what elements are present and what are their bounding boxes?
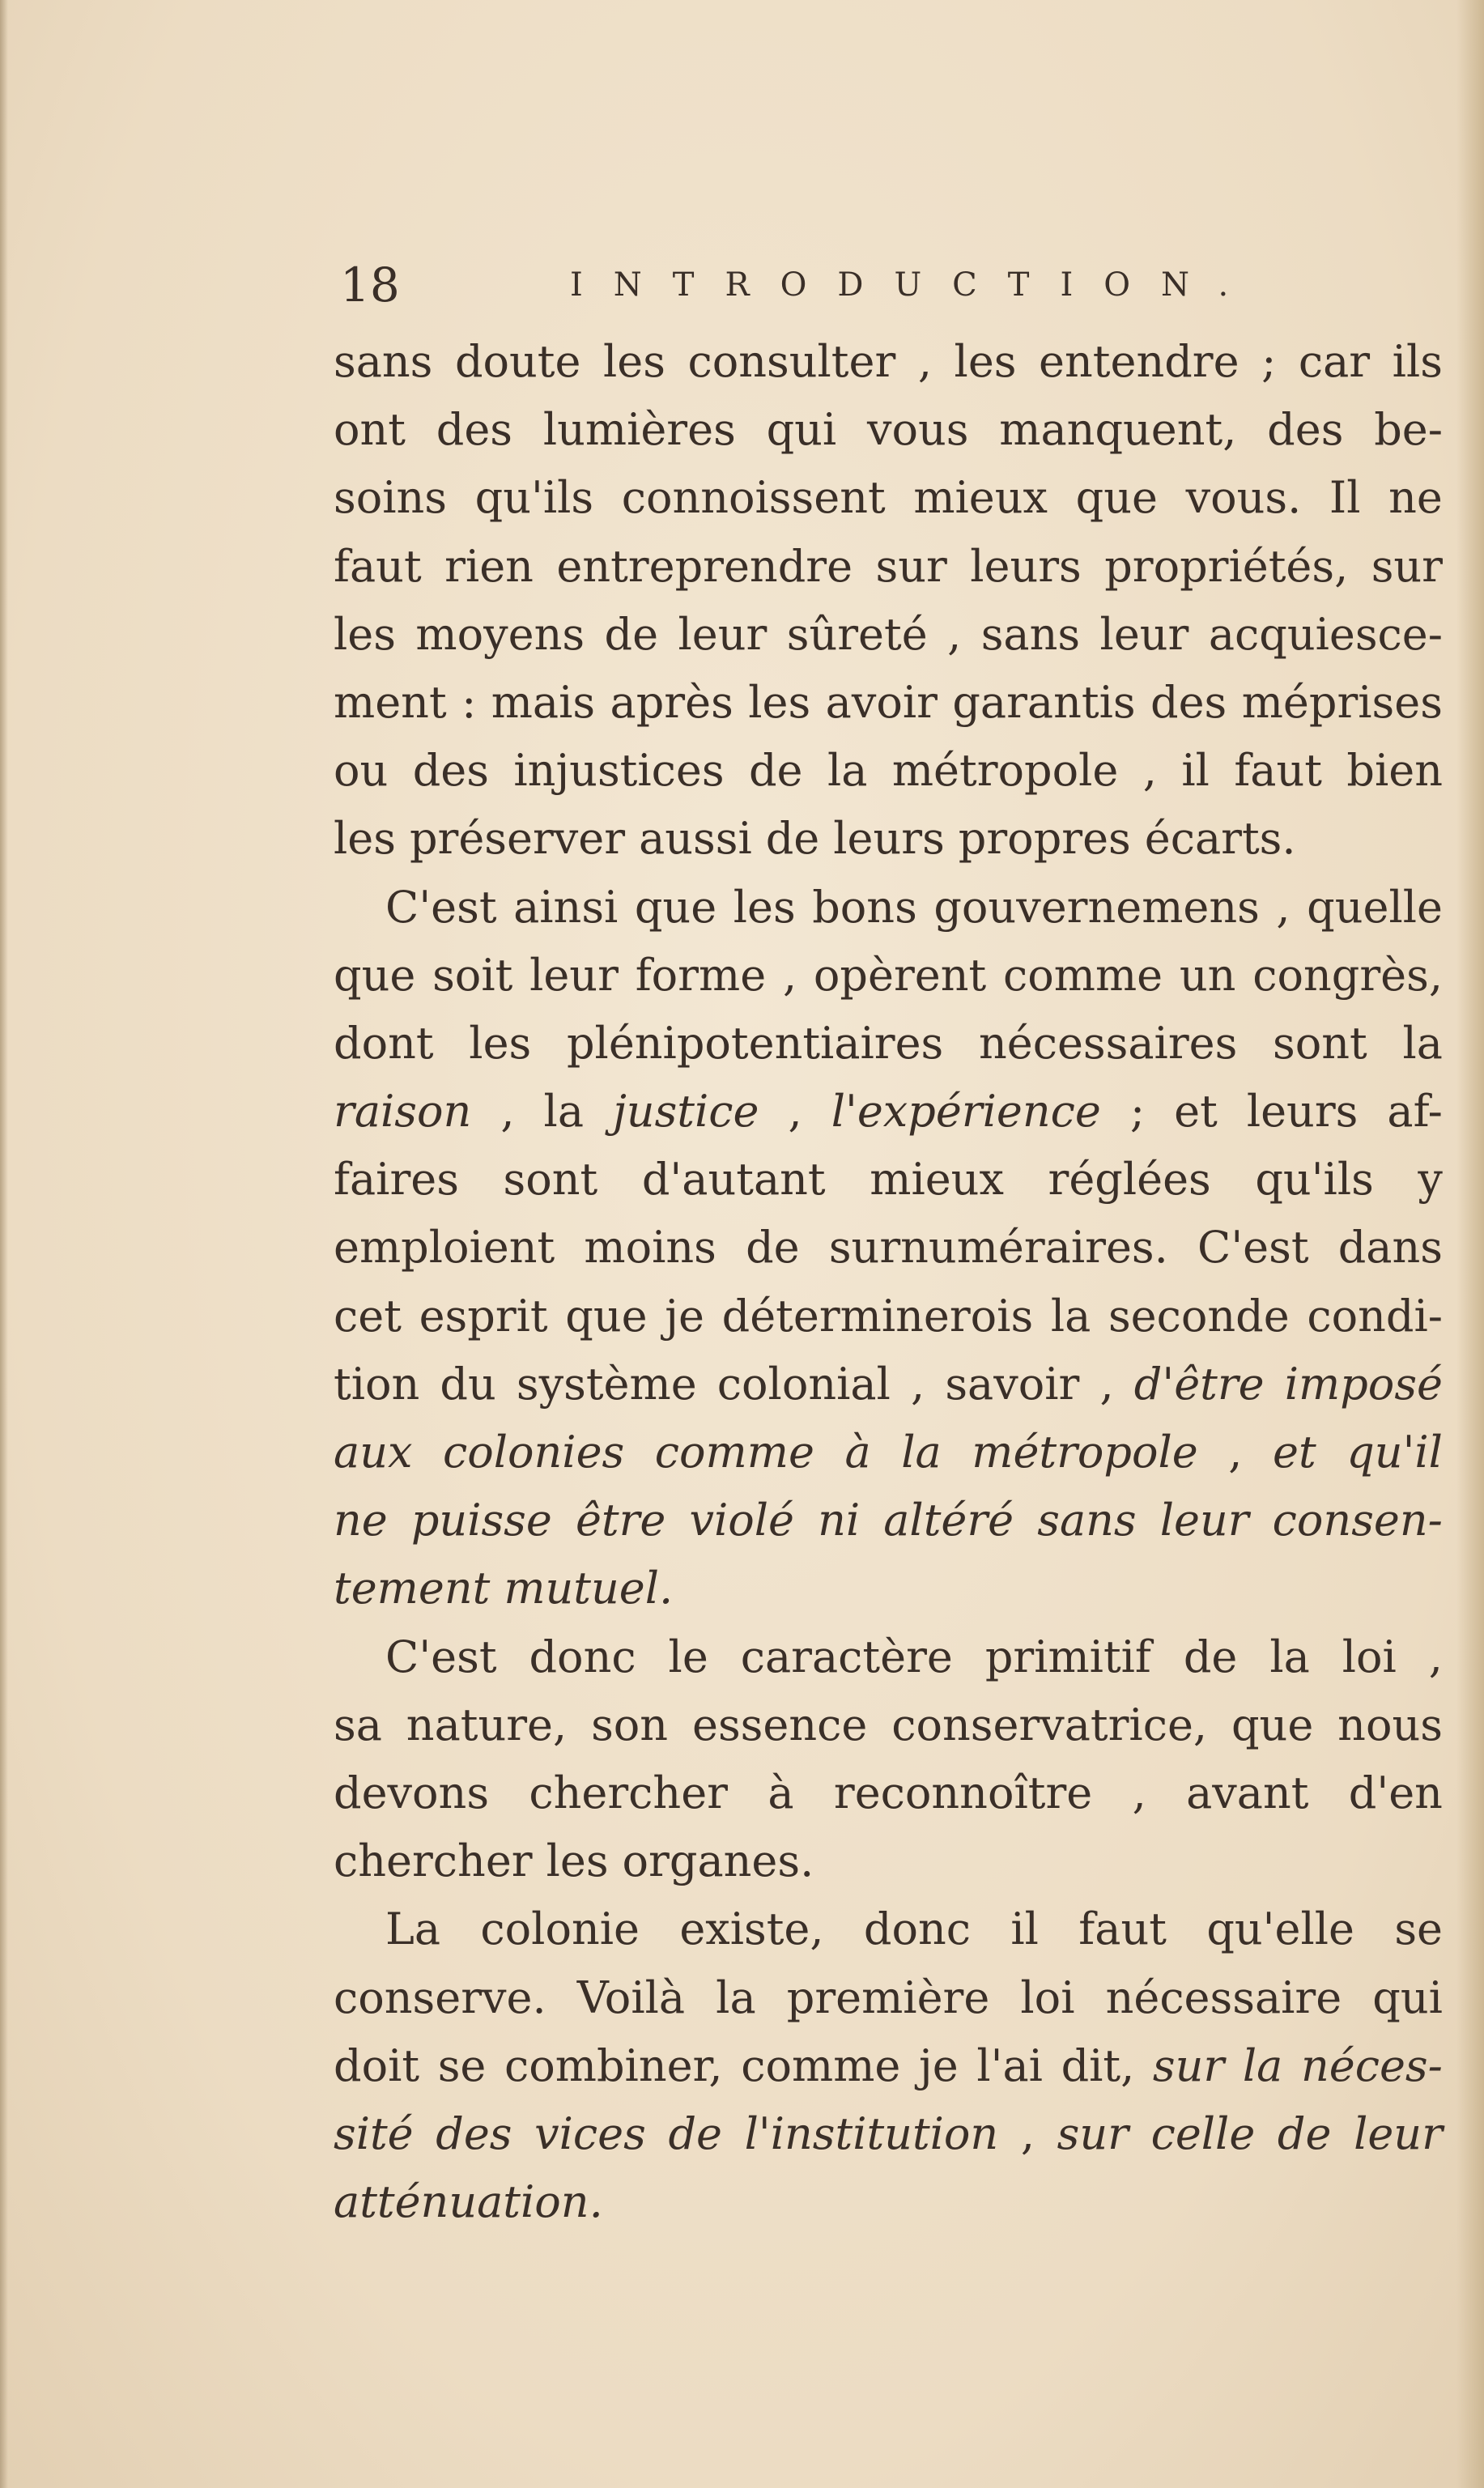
- word: ni: [818, 1495, 861, 1546]
- word: sans: [980, 608, 1081, 660]
- word: ,: [1020, 2107, 1035, 2159]
- word: comme: [741, 2039, 901, 2091]
- word: et: [1273, 1427, 1316, 1478]
- word: aussi: [639, 813, 752, 865]
- word: des: [436, 2107, 512, 2159]
- text-line: [334, 1146, 1443, 1214]
- word: de: [1183, 1631, 1238, 1682]
- word: sur: [1371, 540, 1443, 592]
- word: les: [334, 813, 396, 865]
- text-line: [334, 874, 1443, 942]
- word: méprises: [1241, 676, 1443, 728]
- word: ,: [1099, 1358, 1114, 1410]
- word: violé: [689, 1495, 794, 1546]
- word: condi-: [1307, 1290, 1443, 1342]
- word: seconde: [1108, 1290, 1290, 1342]
- text-line: [334, 1010, 1443, 1078]
- word: des: [436, 404, 513, 456]
- word: mais: [491, 676, 596, 728]
- word: faut: [1234, 745, 1322, 797]
- word: système: [516, 1358, 697, 1410]
- word: ,: [1142, 745, 1157, 797]
- word: lumières: [542, 404, 736, 456]
- word: atténuation.: [334, 2176, 603, 2228]
- word: sont: [1273, 1017, 1367, 1069]
- word: leur: [1159, 1495, 1249, 1546]
- word: quelle: [1307, 881, 1443, 933]
- word: acquiesce-: [1208, 608, 1443, 660]
- word: congrès,: [1252, 949, 1443, 1001]
- word: je: [919, 2039, 959, 2091]
- word: primitif: [984, 1631, 1151, 1682]
- word: comme: [1002, 949, 1163, 1001]
- word: que: [334, 949, 416, 1001]
- word: qu'elle: [1206, 1903, 1354, 1955]
- text-line: [334, 1964, 1443, 2032]
- text-line: [334, 2032, 1443, 2100]
- word: préserver: [409, 813, 626, 865]
- word: qu'il: [1346, 1427, 1443, 1478]
- word: sité: [334, 2107, 414, 2159]
- word: car: [1298, 336, 1371, 387]
- word: doute: [454, 336, 581, 387]
- word: vous: [866, 404, 969, 456]
- word: ont: [334, 404, 406, 456]
- word: leur: [1099, 608, 1189, 660]
- word: chercher: [529, 1767, 728, 1818]
- word: être: [575, 1495, 666, 1546]
- word: aux: [334, 1427, 413, 1478]
- word: après: [610, 676, 733, 728]
- word: leurs: [970, 540, 1082, 592]
- word: faires: [334, 1154, 459, 1206]
- word: première: [786, 1971, 990, 2023]
- word: esprit: [419, 1290, 548, 1342]
- word: du: [440, 1358, 496, 1410]
- word: ,: [500, 1086, 515, 1138]
- word: propres: [958, 813, 1131, 865]
- word: la: [1050, 1290, 1091, 1342]
- text-line: [334, 396, 1443, 464]
- text-line: [334, 1623, 1443, 1691]
- word: leurs: [833, 813, 945, 865]
- page-left-shadow: [0, 0, 8, 2488]
- word: rien: [444, 540, 534, 592]
- word: des: [1150, 676, 1227, 728]
- running-head: INTRODUCTION.: [570, 266, 1260, 304]
- word: déterminerois: [721, 1290, 1034, 1342]
- body-text: [334, 328, 1443, 2236]
- text-line: [334, 1554, 1443, 1623]
- word: C'est: [385, 881, 497, 933]
- word: altéré: [883, 1495, 1014, 1546]
- word: entendre: [1039, 336, 1240, 387]
- word: conserve.: [334, 1971, 546, 2023]
- word: nature,: [406, 1699, 568, 1750]
- word: ,: [788, 1086, 802, 1138]
- text-line: [334, 1078, 1443, 1146]
- word: les: [469, 1017, 532, 1069]
- word: dans: [1337, 1222, 1443, 1274]
- word: de: [746, 1222, 800, 1274]
- word: celle: [1150, 2107, 1256, 2159]
- word: loi: [1342, 1631, 1397, 1682]
- word: sans: [334, 336, 433, 387]
- text-line: [334, 1418, 1443, 1486]
- word: cet: [334, 1290, 402, 1342]
- word: la: [901, 1427, 942, 1478]
- word: moins: [584, 1222, 716, 1274]
- word: la: [1402, 1017, 1443, 1069]
- word: opèrent: [813, 949, 987, 1001]
- word: la: [1269, 1631, 1310, 1682]
- word: essence: [691, 1699, 868, 1750]
- word: colonies: [442, 1427, 625, 1478]
- word: d'autant: [641, 1154, 826, 1206]
- word: injustices: [513, 745, 725, 797]
- word: des: [412, 745, 489, 797]
- word: colonial: [716, 1358, 891, 1410]
- word: ment: [334, 676, 447, 728]
- word: de: [748, 745, 803, 797]
- word: savoir: [945, 1358, 1080, 1410]
- word: leurs: [1246, 1086, 1359, 1138]
- word: d'en: [1348, 1767, 1443, 1818]
- word: tement: [334, 1563, 491, 1614]
- word: La: [385, 1903, 441, 1955]
- text-line: [334, 737, 1443, 805]
- word: mutuel.: [504, 1563, 674, 1614]
- word: que: [1231, 1699, 1314, 1750]
- text-line: [334, 2100, 1443, 2168]
- word: ,: [917, 336, 932, 387]
- word: sur: [1057, 2107, 1129, 2159]
- text-line: [334, 533, 1443, 601]
- word: les: [733, 881, 796, 933]
- word: tion: [334, 1358, 420, 1410]
- text-line: [334, 464, 1443, 532]
- word: combiner,: [504, 2039, 723, 2091]
- text-line: [334, 1691, 1443, 1759]
- text-line: [334, 1895, 1443, 1963]
- text-line: [334, 805, 1443, 873]
- word: les: [546, 1835, 609, 1887]
- word: ,: [1276, 881, 1291, 933]
- word: ,: [1428, 1631, 1443, 1682]
- word: loi: [1020, 1971, 1075, 2023]
- word: le: [668, 1631, 708, 1682]
- word: af-: [1387, 1086, 1443, 1138]
- word: avant: [1186, 1767, 1309, 1818]
- word: caractère: [740, 1631, 953, 1682]
- word: existe,: [679, 1903, 824, 1955]
- word: manquent,: [999, 404, 1237, 456]
- word: les: [748, 676, 811, 728]
- word: nécessaires: [979, 1017, 1238, 1069]
- text-line: [334, 1350, 1443, 1418]
- word: je: [665, 1290, 704, 1342]
- word: sans: [1037, 1495, 1137, 1546]
- page-number: 18: [340, 257, 400, 313]
- word: qu'ils: [1255, 1154, 1374, 1206]
- word: leur: [1354, 2107, 1443, 2159]
- word: devons: [334, 1767, 490, 1818]
- word: y: [1418, 1154, 1443, 1206]
- word: ;: [1129, 1086, 1146, 1138]
- word: d'être: [1133, 1358, 1265, 1410]
- text-line: [334, 1759, 1443, 1827]
- word: ,: [1228, 1427, 1243, 1478]
- word: Il: [1329, 472, 1361, 524]
- word: propriétés,: [1104, 540, 1349, 592]
- word: dit,: [1061, 2039, 1135, 2091]
- page-right-edge: [1456, 0, 1484, 2488]
- word: sur: [875, 540, 947, 592]
- word: leur: [529, 949, 619, 1001]
- word: reconnoître: [833, 1767, 1093, 1818]
- word: ;: [1261, 336, 1277, 387]
- word: be-: [1374, 404, 1443, 456]
- word: garantis: [952, 676, 1136, 728]
- word: écarts.: [1144, 813, 1296, 865]
- word: puisse: [410, 1495, 552, 1546]
- page-header: [340, 253, 1433, 317]
- word: de: [604, 608, 659, 660]
- text-line: [334, 328, 1443, 396]
- word: de: [1277, 2107, 1332, 2159]
- word: ne: [1388, 472, 1443, 524]
- word: ou: [334, 745, 389, 797]
- word: dont: [334, 1017, 434, 1069]
- word: comme: [654, 1427, 814, 1478]
- word: entreprendre: [556, 540, 853, 592]
- word: les: [954, 336, 1017, 387]
- word: sur: [1152, 2039, 1225, 2091]
- word: il: [1181, 745, 1210, 797]
- word: il: [1010, 1903, 1039, 1955]
- word: que: [565, 1290, 648, 1342]
- word: consulter: [687, 336, 896, 387]
- word: raison: [334, 1086, 472, 1138]
- word: les: [603, 336, 665, 387]
- word: les: [334, 608, 396, 660]
- word: de: [668, 2107, 722, 2159]
- word: surnuméraires.: [828, 1222, 1168, 1274]
- word: connoissent: [621, 472, 886, 524]
- word: que: [1075, 472, 1158, 524]
- word: réglées: [1048, 1154, 1211, 1206]
- word: forme: [635, 949, 767, 1001]
- word: avoir: [825, 676, 938, 728]
- word: C'est: [1197, 1222, 1309, 1274]
- word: vices: [534, 2107, 646, 2159]
- word: ne: [334, 1495, 388, 1546]
- text-line: [334, 1827, 1443, 1895]
- word: la: [543, 1086, 585, 1138]
- text-line: [334, 1214, 1443, 1282]
- text-line: [334, 942, 1443, 1010]
- word: donc: [863, 1903, 972, 1955]
- word: ils: [1392, 336, 1443, 387]
- word: bons: [812, 881, 917, 933]
- word: C'est: [385, 1631, 497, 1682]
- text-line: [334, 1282, 1443, 1350]
- word: l'ai: [976, 2039, 1043, 2091]
- word: à: [844, 1427, 871, 1478]
- word: son: [591, 1699, 669, 1750]
- word: mieux: [870, 1154, 1004, 1206]
- word: sa: [334, 1699, 382, 1750]
- word: :: [461, 676, 477, 728]
- word: l'institution: [744, 2107, 999, 2159]
- word: mieux: [913, 472, 1048, 524]
- word: ainsi: [513, 881, 619, 933]
- word: chercher: [334, 1835, 533, 1887]
- word: soins: [334, 472, 447, 524]
- word: bien: [1346, 745, 1443, 797]
- word: consen-: [1272, 1495, 1443, 1546]
- word: Voilà: [576, 1971, 686, 2023]
- text-line: [334, 601, 1443, 669]
- word: organes.: [622, 1835, 814, 1887]
- word: nous: [1337, 1699, 1443, 1750]
- word: sont: [503, 1154, 598, 1206]
- word: ,: [782, 949, 797, 1001]
- word: qu'ils: [474, 472, 594, 524]
- word: qui: [1372, 1971, 1443, 2023]
- word: imposé: [1284, 1358, 1443, 1410]
- word: des: [1267, 404, 1344, 456]
- word: colonie: [480, 1903, 640, 1955]
- word: vous.: [1185, 472, 1302, 524]
- word: la: [1242, 2039, 1283, 2091]
- word: doit: [334, 2039, 420, 2091]
- text-line: [334, 2168, 1443, 2236]
- word: métropole: [891, 745, 1119, 797]
- word: ,: [947, 608, 962, 660]
- word: moyens: [415, 608, 585, 660]
- word: se: [1394, 1903, 1443, 1955]
- word: faut: [1078, 1903, 1167, 1955]
- word: de: [765, 813, 820, 865]
- word: nécessaire: [1105, 1971, 1342, 2023]
- word: se: [437, 2039, 487, 2091]
- word: gouvernemens: [933, 881, 1260, 933]
- word: faut: [334, 540, 422, 592]
- text-line: [334, 669, 1443, 737]
- word: à: [768, 1767, 794, 1818]
- word: soit: [432, 949, 513, 1001]
- word: néces-: [1300, 2039, 1443, 2091]
- word: ,: [911, 1358, 925, 1410]
- word: la: [716, 1971, 756, 2023]
- word: et: [1174, 1086, 1218, 1138]
- word: conservatrice,: [891, 1699, 1208, 1750]
- word: sûreté: [786, 608, 928, 660]
- word: donc: [529, 1631, 636, 1682]
- text-line: [334, 1486, 1443, 1554]
- word: un: [1179, 949, 1236, 1001]
- word: métropole: [972, 1427, 1198, 1478]
- word: ,: [1132, 1767, 1146, 1818]
- word: emploient: [334, 1222, 555, 1274]
- word: la: [827, 745, 868, 797]
- word: qui: [766, 404, 837, 456]
- word: l'expérience: [831, 1086, 1101, 1138]
- word: leur: [678, 608, 768, 660]
- word: justice: [613, 1086, 759, 1138]
- word: plénipotentiaires: [566, 1017, 944, 1069]
- word: que: [634, 881, 717, 933]
